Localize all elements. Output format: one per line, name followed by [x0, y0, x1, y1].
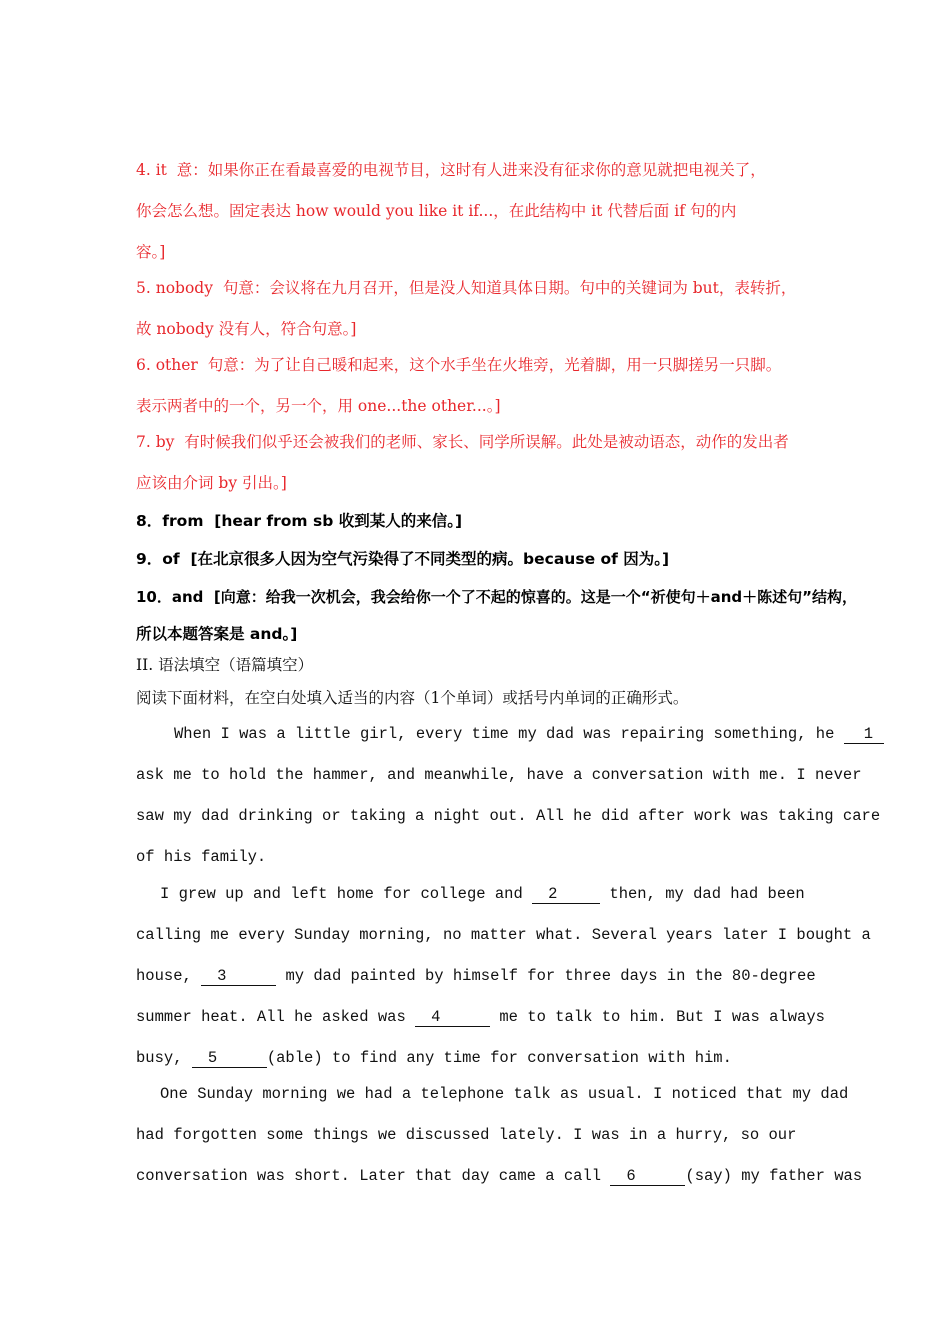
blank-3[interactable]: 3 — [201, 969, 276, 986]
blank-6[interactable]: 6 — [610, 1169, 685, 1186]
passage-line — [136, 969, 816, 986]
section-title: II. 语法填空（语篇填空） — [136, 656, 314, 674]
answer-6-line-2: 表示两者中的一个，另一个，用 one...the other...。] — [136, 397, 501, 415]
passage-text: (say) my father was — [685, 1167, 863, 1185]
answer-7-line-1: 7. by 有时候我们似乎还会被我们的老师、家长、同学所误解。此处是被动语态，动作的发出者 — [136, 433, 789, 451]
passage-text: conversation was short. Later that day came a call — [136, 1167, 602, 1185]
passage-line: saw my dad drinking or taking a night out. All he did after work was taking care — [136, 807, 881, 825]
answer-6-line-1: 6. other 句意：为了让自己暖和起来，这个水手坐在火堆旁，光着脚，用一只脚搓另一只脚。 — [136, 356, 782, 374]
passage-text: then, my dad had been — [609, 885, 805, 903]
answer-5-line-1: 5. nobody 句意：会议将在九月召开，但是没人知道具体日期。句中的关键词为 but，表转折， — [136, 279, 797, 297]
answer-10-line-2: 所以本题答案是 and。] — [136, 625, 298, 643]
answer-5-line-2: 故 nobody 没有人，符合句意。] — [136, 320, 357, 338]
passage-text: summer heat. All he asked was — [136, 1008, 406, 1026]
answer-10-line-1: 10．and [向意：给我一次机会，我会给你一个了不起的惊喜的。这是一个“祈使句＋and＋陈述句”结构， — [136, 588, 857, 606]
passage-text: I grew up and left home for college and — [160, 885, 523, 903]
passage-line — [160, 887, 805, 904]
passage-text: me to talk to him. But I was always — [499, 1008, 825, 1026]
passage-line — [136, 1051, 732, 1068]
answer-8: 8．from [hear from sb 收到某人的来信。] — [136, 512, 463, 530]
passage-line: ask me to hold the hammer, and meanwhile, have a conversation with me. I never — [136, 766, 862, 784]
passage-line: One Sunday morning we had a telephone talk as usual. I noticed that my dad — [160, 1085, 849, 1103]
passage-line: of his family. — [136, 848, 267, 866]
blank-5[interactable]: 5 — [192, 1051, 267, 1068]
passage-line: had forgotten some things we discussed lately. I was in a hurry, so our — [136, 1126, 797, 1144]
answer-4-line-1: 4. it 意：如果你正在看最喜爱的电视节目，这时有人进来没有征求你的意见就把电视关了， — [136, 161, 766, 179]
answer-4-line-2: 你会怎么想。固定表达 how would you like it if...，在此结构中 it 代替后面 if 句的内 — [136, 202, 737, 220]
passage-line — [136, 1010, 825, 1027]
section-instruction: 阅读下面材料，在空白处填入适当的内容（1个单词）或括号内单词的正确形式。 — [136, 689, 689, 707]
answer-9: 9．of [在北京很多人因为空气污染得了不同类型的病。because of 因为。] — [136, 550, 670, 568]
blank-2[interactable]: 2 — [532, 887, 600, 904]
passage-text: my dad painted by himself for three days in the 80-degree — [285, 967, 816, 985]
blank-1[interactable]: 1 — [844, 727, 884, 744]
blank-4[interactable]: 4 — [415, 1010, 490, 1027]
answer-7-line-2: 应该由介词 by 引出。] — [136, 474, 287, 492]
passage-text: (able) to find any time for conversation with him. — [266, 1049, 732, 1067]
passage-text: busy, — [136, 1049, 183, 1067]
passage-line — [136, 1169, 862, 1186]
passage-line — [174, 727, 884, 744]
answer-4-line-3: 容。] — [136, 243, 166, 261]
passage-text: house, — [136, 967, 192, 985]
passage-text: When I was a little girl, every time my dad was repairing something, he — [174, 725, 835, 743]
passage-line: calling me every Sunday morning, no matter what. Several years later I bought a — [136, 926, 871, 944]
